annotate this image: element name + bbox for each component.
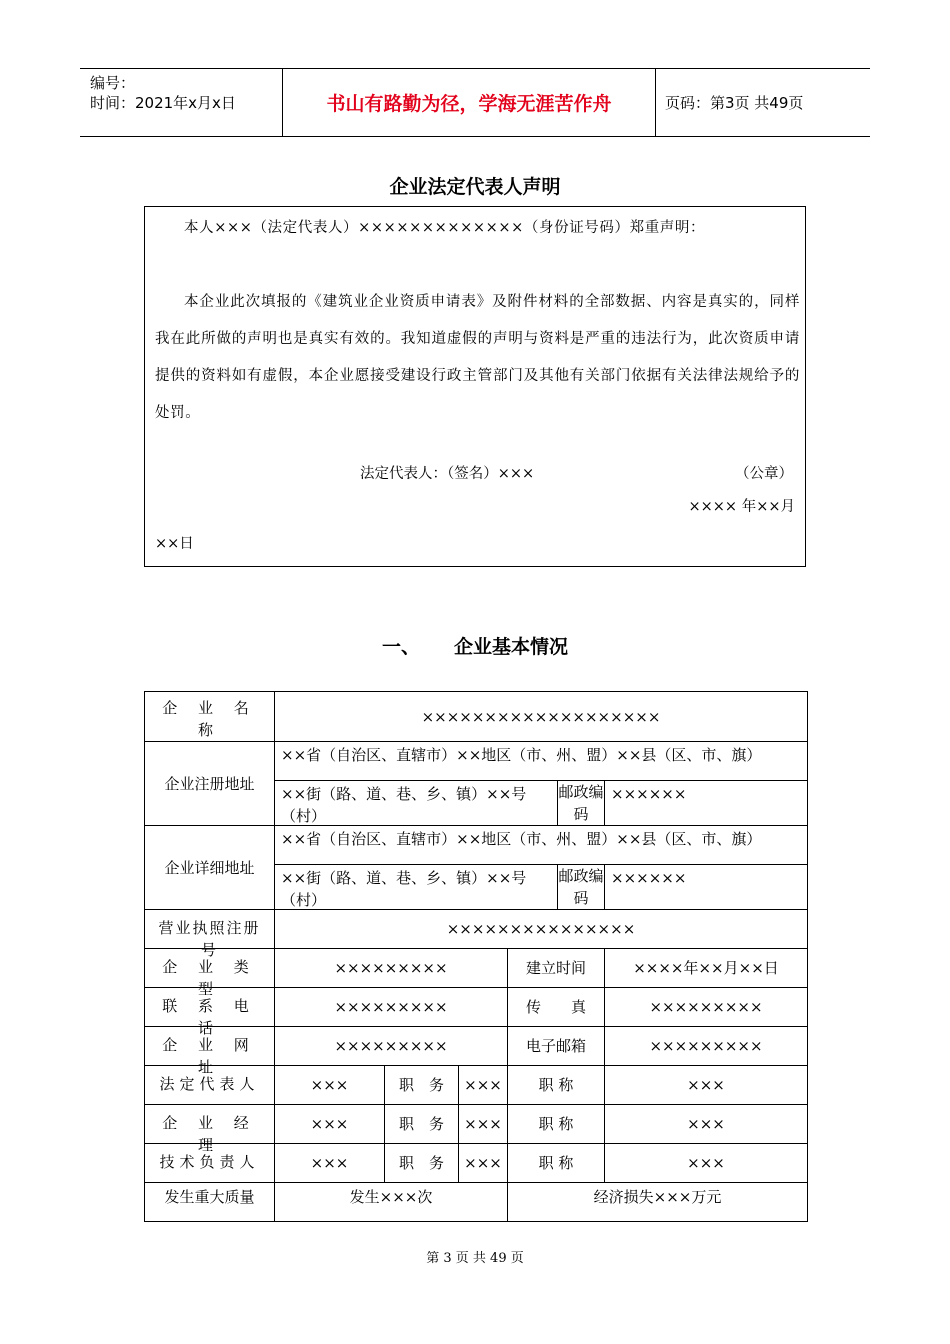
enterprise-name-value: ××××××××××××××××××× [275, 692, 808, 742]
reg-address-line-1-text: ××省（自治区、直辖市）××地区（市、州、盟）××县（区、市、旗） [281, 746, 762, 764]
quality-accident-label: 发生重大质量 [145, 1183, 275, 1222]
header-meta [90, 73, 280, 113]
table-row [145, 910, 808, 949]
tech-lead-duty-label: 职 务 [385, 1144, 459, 1183]
table-row [145, 692, 808, 742]
enterprise-name-label: 企 业 名 称 [145, 692, 275, 742]
date-line-1: ×××× 年××月 [688, 499, 795, 515]
postcode2-value-text: ×××××× [611, 869, 687, 887]
table-row [145, 1105, 808, 1144]
manager-title-value: ××× [605, 1105, 808, 1144]
table-row [145, 1066, 808, 1105]
tech-lead-duty-value: ××× [459, 1144, 508, 1183]
section-number: 一、 [381, 636, 420, 658]
signature-line: 法定代表人：（签名）××× [360, 466, 535, 482]
postcode-value [605, 781, 808, 826]
reg-address-line-2 [275, 781, 558, 826]
detail-address-label: 企业详细地址 [145, 826, 275, 910]
declaration-para-1: 本人×××（法定代表人）×××××××××××××（身份证号码）郑重声明： [184, 220, 706, 236]
manager-value: ××× [275, 1105, 385, 1144]
manager-title-label: 职 称 [508, 1105, 605, 1144]
table-row [145, 949, 808, 988]
license-value: ××××××××××××××× [275, 910, 808, 949]
manager-label-text: 企 业 经 理 [162, 1114, 257, 1154]
tech-lead-value: ××× [275, 1144, 385, 1183]
seal-label: （公章） [735, 466, 793, 482]
fax-label: 传 真 [508, 988, 605, 1027]
legal-rep-duty-value: ××× [459, 1066, 508, 1105]
reg-address-line-1 [275, 742, 808, 781]
table-row [145, 742, 808, 781]
license-label-text: 营业执照注册号 [158, 919, 261, 959]
accident-count: 发生×××次 [275, 1183, 508, 1222]
website-value: ××××××××× [275, 1027, 508, 1066]
table-row [145, 1144, 808, 1183]
postcode-label: 邮政编码 [558, 781, 605, 826]
declaration-box [144, 206, 806, 567]
tech-lead-label-text: 技术负责人 [159, 1153, 260, 1171]
postcode2-label: 邮政编码 [558, 865, 605, 910]
type-value: ××××××××× [275, 949, 508, 988]
detail-address-line-1-text: ××省（自治区、直辖市）××地区（市、州、盟）××县（区、市、旗） [281, 830, 762, 848]
postcode-value-text: ×××××× [611, 785, 687, 803]
enterprise-info-table [144, 691, 808, 1222]
postcode2-value [605, 865, 808, 910]
type-label-text: 企 业 类 型 [162, 958, 257, 998]
email-value: ××××××××× [605, 1027, 808, 1066]
accident-loss: 经济损失×××万元 [508, 1183, 808, 1222]
reg-address-line-2-text: ××街（路、道、巷、乡、镇）××号（村） [281, 785, 527, 825]
header-motto: 书山有路勤为径，学海无涯苦作舟 [282, 69, 656, 136]
detail-address-line-2-text: ××街（路、道、巷、乡、镇）××号（村） [281, 869, 527, 909]
doc-number-label: 编号： [90, 74, 136, 92]
legal-rep-title-value: ××× [605, 1066, 808, 1105]
page-header [80, 68, 870, 137]
fax-value: ××××××××× [605, 988, 808, 1027]
reg-address-label: 企业注册地址 [145, 742, 275, 826]
founded-value: ××××年××月××日 [605, 949, 808, 988]
page-footer: 第 3 页 共 49 页 [426, 1251, 524, 1266]
doc-time-label: 时间：2021年x月x日 [90, 94, 236, 112]
section-name: 企业基本情况 [454, 636, 569, 658]
header-page-code: 页码：第3页 共49页 [665, 94, 804, 112]
detail-address-line-2 [275, 865, 558, 910]
email-label: 电子邮箱 [508, 1027, 605, 1066]
section-title [0, 632, 950, 659]
table-row [145, 826, 808, 865]
manager-duty-label: 职 务 [385, 1105, 459, 1144]
tech-lead-title-value: ××× [605, 1144, 808, 1183]
table-row [145, 1027, 808, 1066]
date-line-2: ××日 [155, 536, 194, 552]
table-row [145, 988, 808, 1027]
manager-duty-value: ××× [459, 1105, 508, 1144]
detail-address-line-1 [275, 826, 808, 865]
phone-label-text: 联 系 电 话 [162, 997, 257, 1037]
declaration-title: 企业法定代表人声明 [389, 176, 561, 198]
legal-rep-title-label: 职 称 [508, 1066, 605, 1105]
table-row [145, 1183, 808, 1222]
founded-label: 建立时间 [508, 949, 605, 988]
tech-lead-title-label: 职 称 [508, 1144, 605, 1183]
manager-label [145, 1105, 275, 1154]
website-label-text: 企 业 网 址 [162, 1036, 257, 1076]
license-label [145, 910, 275, 959]
declaration-para-2: 本企业此次填报的《建筑业企业资质申请表》及附件材料的全部数据、内容是真实的，同样我在此所做的声明也是真实有效的。我知道虚假的声明与资料是严重的违法行为，此次资质申请提供的资料如有虚假，本企业愿接受建设行政主管部门及其他有关部门依据有关法律法规给予的处罚。 [155, 294, 800, 421]
legal-rep-label-text: 法定代表人 [159, 1075, 260, 1093]
legal-rep-value: ××× [275, 1066, 385, 1105]
legal-rep-duty-label: 职 务 [385, 1066, 459, 1105]
phone-value: ××××××××× [275, 988, 508, 1027]
